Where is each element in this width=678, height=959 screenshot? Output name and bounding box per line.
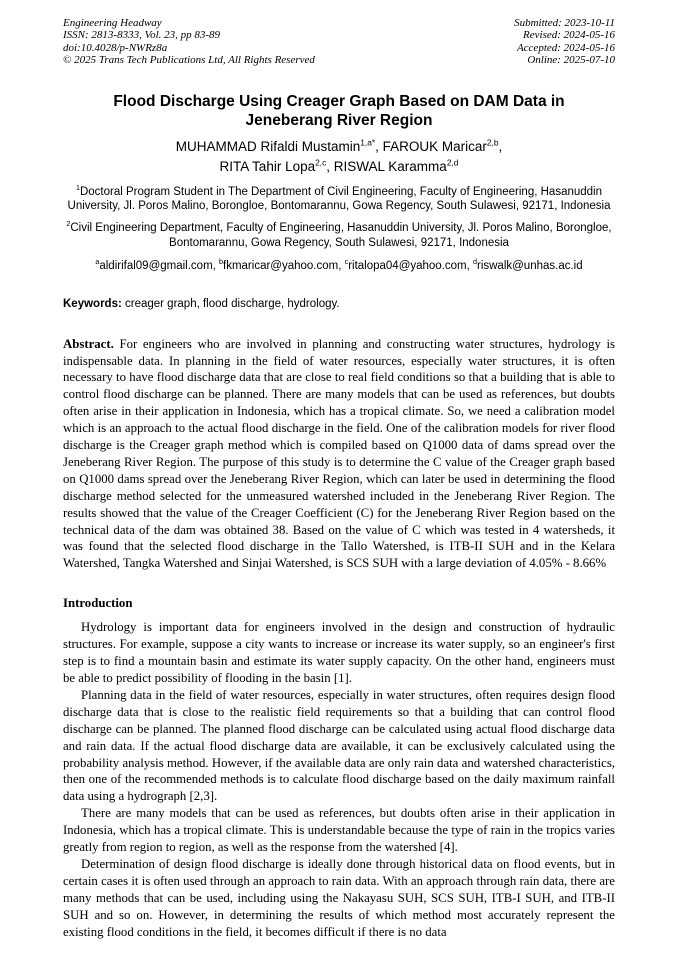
introduction-paragraph-4: Determination of design flood discharge is ideally done through historical data on flood events, but in certain cases it is often used through an approach to rain data. With an approach through rain data, there are many methods that can be used, including using the Nakayasu SUH, SCS SUH, ITB-I SUH, and ITB-II SUH and so on. However, in determining the results of which method most accurately represent the existing flood conditions in the field, it becomes difficult if there is no data: [63, 856, 615, 939]
journal-issn-volume: ISSN: 2813-8333, Vol. 23, pp 83-89: [63, 29, 221, 42]
keywords-label: Keywords:: [63, 297, 122, 310]
abstract: [63, 336, 615, 573]
author-separator: ,: [498, 138, 503, 154]
affiliation-1: [63, 185, 615, 215]
journal-doi: doi:10.4028/p-NWRz8a: [63, 41, 168, 54]
introduction-paragraph-3: There are many models that can be used as references, but doubts often arise in their application in Indonesia, which has a tropical climate. This is understandable because the type of rain in the tropics varies greatly from region to region, as well as the response from the watershed [4].: [63, 806, 615, 855]
author-affil-marker: 2,c: [315, 157, 327, 168]
author-affil-marker: 2,d: [446, 157, 459, 168]
email-marker: c: [344, 257, 349, 266]
submitted-date: Submitted: 2023-10-11: [514, 17, 615, 29]
email-address: aldirifal09@gmail.com,: [99, 259, 220, 272]
author-emails: [63, 259, 615, 274]
author-affil-marker: 2,b: [486, 137, 499, 148]
accepted-date: Accepted: 2024-05-16: [516, 41, 615, 54]
email-marker: a: [95, 257, 100, 266]
author-name: MUHAMMAD Rifaldi Mustamin: [175, 138, 361, 154]
email-address: riswalk@unhas.ac.id: [476, 259, 583, 272]
affiliation-2: [63, 221, 615, 251]
journal-info-block: [63, 17, 315, 67]
author-separator: ,: [326, 158, 334, 174]
abstract-label: Abstract.: [63, 336, 114, 351]
journal-name: Engineering Headway: [63, 17, 162, 29]
submission-dates-block: [514, 17, 615, 67]
authors: [63, 137, 615, 177]
journal-copyright: © 2025 Trans Tech Publications Ltd, All Rights Reserved: [63, 54, 315, 67]
affiliation-marker: 2: [66, 220, 71, 229]
author-separator: ,: [375, 138, 383, 154]
author-name: RITA Tahir Lopa: [219, 158, 316, 174]
revised-date: Revised: 2024-05-16: [523, 29, 615, 42]
email-marker: d: [473, 257, 477, 266]
section-heading-introduction: Introduction: [63, 596, 133, 611]
paper-title: [63, 92, 615, 130]
authors-line2: [63, 157, 615, 177]
author-affil-marker: 1,a*: [360, 137, 376, 148]
affiliation-marker: 1: [75, 183, 80, 192]
abstract-text: For engineers who are involved in planning and constructing water structures, hydrology is indispensable data. In planning in the field of water resources, especially water structures, it is often necessary to have flood discharge data that are close to real field conditions so that a building that is able to control flood discharge can be planned. There are many models that can be used as references, but doubts often arise in their application in Indonesia, which has a tropical climate. So, we need a calibration model which is an approach to the actual flood discharge in the field. One of the calibration models for river flood discharge is the Creager graph method which is compiled based on Q1000 data of dams spread over the Jeneberang River Region. The purpose of this study is to determine the C value of the Creager graph based on Q1000 dams spread over the Jeneberang River Region, which can later be used in determining the flood discharge method selected for the unmeasured watershed included in the Jeneberang River Region. The results showed that the value of the Creager Coefficient (C) for the Jeneberang River Region based on the technical data of the dam was obtained 38. Based on the value of C which was tested in 4 watersheds, it was found that the selected flood discharge in the Tallo Watershed, is ITB-II SUH and in the Kelara Watershed, Tangka Watershed and Sinjai Watershed, is SCS SUH with a large deviation of 4.05% - 8.66%: [63, 336, 616, 571]
affiliation-text: Civil Engineering Department, Faculty of Engineering, Hasanuddin University, Jl. Poros Malino, Borongloe, Bontomarannu, Gowa Regency, South Sulawesi, 92171, Indonesia: [70, 222, 612, 250]
author-name: RISWAL Karamma: [333, 158, 447, 174]
authors-line1: [63, 137, 615, 157]
paper-title-line2: Jeneberang River Region: [245, 111, 433, 129]
keywords-text: creager graph, flood discharge, hydrology.: [125, 297, 340, 310]
email-address: ritalopa04@yahoo.com,: [348, 259, 474, 272]
paper-title-line1: Flood Discharge Using Creager Graph Based on DAM Data in: [113, 92, 565, 110]
keywords-line: [63, 297, 615, 312]
online-date: Online: 2025-07-10: [527, 54, 615, 67]
introduction-paragraph-1: Hydrology is important data for engineers involved in the design and construction of hydraulic structures. For example, suppose a city wants to increase or increase its water supply, so an engineer's first step is to find a mountain basin and estimate its water supply capacity. On the other hand, engineers must be able to predict possibility of flooding in the basin [1].: [63, 620, 615, 686]
affiliation-text: Doctoral Program Student in The Department of Civil Engineering, Faculty of Engineering, Hasanuddin University, Jl. Poros Malino, Borongloe, Bontomarannu, Gowa Regency, South Sulawesi, 92171, Indonesia: [67, 185, 611, 213]
email-address: fkmaricar@yahoo.com,: [223, 259, 345, 272]
introduction-paragraph-2: Planning data in the field of water resources, especially in water structures, often requires design flood discharge data that is close to the realistic field requirements so that a building that can control flood discharge can be planned. The planned flood discharge can be calculated using actual flood discharge data and rain data. If the actual flood discharge data are available, it can be exclusively calculated using the probability analysis method. However, if the available data are only rain data and watershed characteristics, then one of the recommended methods is to calculate flood discharge based on the daily maximum rainfall data using a hydrograph [2,3].: [63, 687, 615, 804]
journal-header: [63, 17, 615, 67]
email-marker: b: [219, 257, 224, 266]
author-name: FAROUK Maricar: [382, 138, 487, 154]
